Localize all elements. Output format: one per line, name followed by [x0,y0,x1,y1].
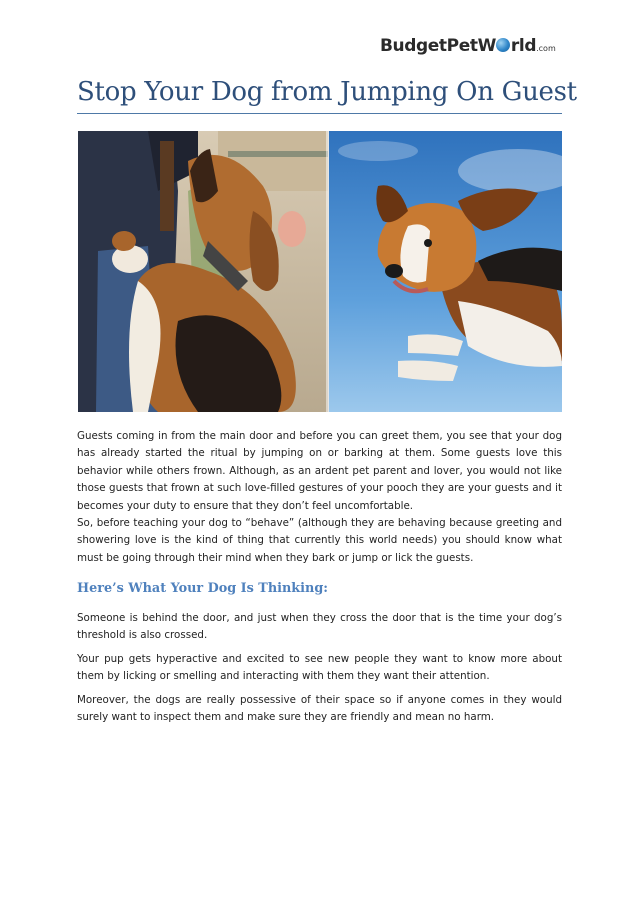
section-paragraph-threshold: Someone is behind the door, and just when they cross the door that is the time your dog’s threshold is also crossed. [77,612,562,642]
globe-icon [496,38,510,52]
before-teaching-paragraph: So, before teaching your dog to “behave” (although they are behaving because greeting and showering love is the kind of thing that currently this world needs) you should know what must be going through their mind when they bark or jump or lick the guests. [77,517,562,564]
page-title: Stop Your Dog from Jumping On Guest [77,77,577,107]
section-paragraph-possessive: Moreover, the dogs are really possessive of their space so if anyone comes in they would surely want to inspect them and make sure they are friendly and mean no harm. [77,694,562,724]
brand-logo [380,36,562,62]
section-paragraph-hyperactive: Your pup gets hyperactive and excited to see new people they want to know more about them by licking or smelling and interacting with them they want their attention. [77,653,562,683]
title-underline [77,113,562,114]
dogs-photo-collage [78,131,562,412]
logo-domain-suffix: .com [536,44,556,53]
section-heading: Here’s What Your Dog Is Thinking: [77,581,329,596]
basset-hound-scene [78,131,328,412]
logo-text-end: rld [510,36,537,56]
intro-paragraph: Guests coming in from the main door and before you can greet them, you see that your dog has already started the ritual by jumping on or barking at them. Some guests love this behavior while others frown. Although, as an ardent pet parent and lover, you would not like those guests that frown at such love-filled gestures of your pooch they are your guests and it becomes your duty to ensure that they don’t feel uncomfortable. [77,430,562,512]
article-photo [78,131,562,412]
beagle-scene [329,131,562,412]
logo-text-start: BudgetPetW [380,36,496,56]
